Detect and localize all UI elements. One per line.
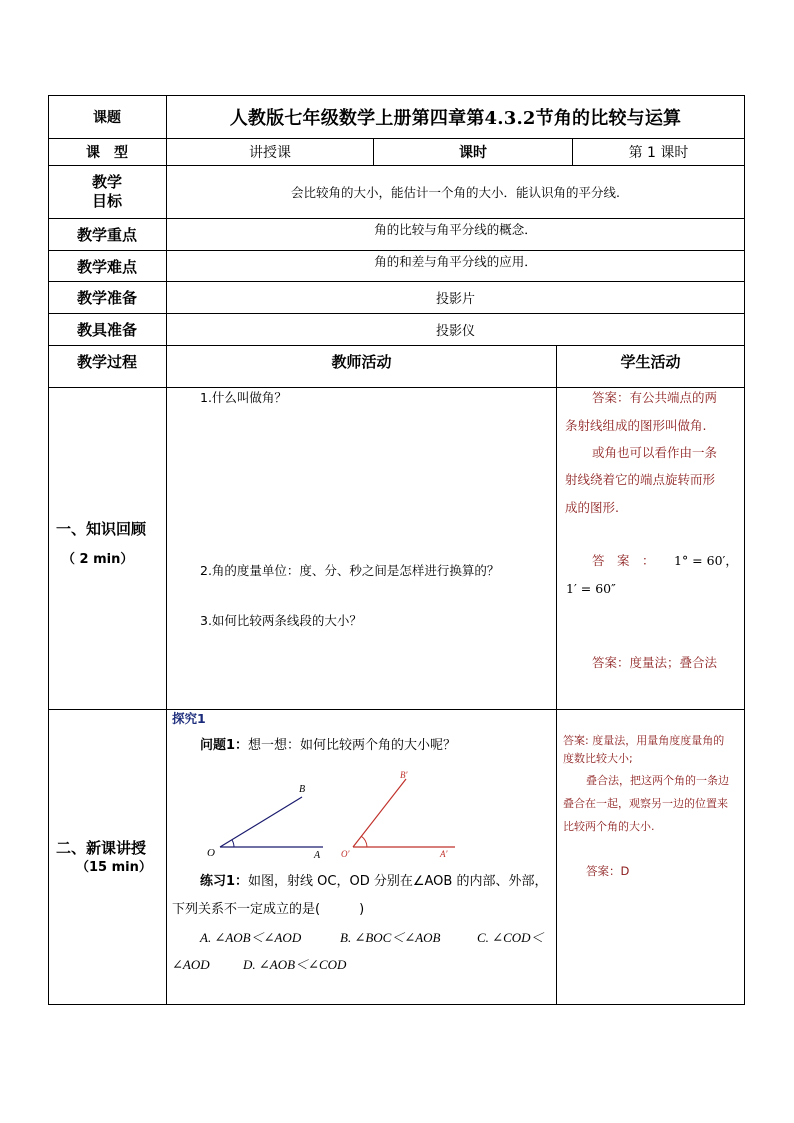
- label-Bprime: B′: [400, 770, 408, 780]
- review-answer-2-formula: 1′ = 60″: [566, 581, 616, 596]
- angle-arc-AOB: [232, 840, 234, 847]
- type-label: 课 型: [86, 145, 128, 161]
- section1-time: （ 2 min）: [62, 552, 134, 567]
- goal-label: 教学 目标: [91, 172, 122, 210]
- angle-arc-AprimeOprimeBprime: [361, 836, 367, 847]
- label-Oprime: O′: [341, 849, 350, 859]
- page-title: 人教版七年级数学上册第四章第4.3.2节角的比较与运算: [229, 108, 682, 129]
- review-answer-1: 条射线组成的图形叫做角.: [565, 418, 707, 433]
- table-border: [744, 95, 745, 1005]
- tool-label: 教具准备: [76, 321, 137, 339]
- title-label: 课题: [93, 110, 121, 126]
- tool-value: 投影仪: [435, 324, 475, 339]
- section1-label: 一、知识回顾: [56, 520, 147, 538]
- review-answer-2-formula: 1° = 60′，: [674, 553, 738, 568]
- prep-label: 教学准备: [76, 289, 137, 307]
- student-answer-d: 答案：D: [586, 864, 630, 878]
- student-answer-line: 度数比较大小;: [563, 752, 633, 765]
- review-question-3: 3.如何比较两条线段的大小？: [200, 613, 362, 628]
- table-border: [48, 387, 745, 388]
- option-a: A. ∠AOB＜∠AOD: [200, 930, 302, 945]
- review-question-1: 1.什么叫做角？: [200, 390, 287, 405]
- type-value: 讲授课: [249, 145, 291, 161]
- section2-time: （15 min）: [76, 860, 152, 875]
- label-A: A: [314, 850, 321, 861]
- period-value: 第 1 课时: [628, 145, 689, 161]
- problem-1: [200, 739, 456, 752]
- table-border: [48, 1004, 745, 1005]
- review-answer-2: 答 案 ：: [592, 553, 655, 568]
- hard-label: 教学难点: [76, 257, 137, 276]
- exercise-1-text-2: 下列关系不一定成立的是( ): [172, 902, 365, 917]
- review-answer-1: 答案：有公共端点的两: [592, 390, 718, 405]
- period-label: 课时: [459, 145, 487, 161]
- exercise-1: [200, 875, 547, 888]
- student-activity-header: 学生活动: [620, 353, 681, 371]
- prep-value: 投影片: [435, 292, 475, 307]
- goal-value: 会比较角的大小，能估计一个角的大小．能认识角的平分线.: [291, 185, 620, 200]
- problem-1-label: 问题1：: [200, 738, 249, 753]
- ray-OprimeBprime: [353, 779, 406, 847]
- section2-label: 二、新课讲授: [56, 839, 147, 857]
- review-answer-1: 或角也可以看作由一条: [592, 445, 718, 460]
- review-answer-1: 射线绕着它的端点旋转而形: [565, 472, 716, 487]
- process-label: 教学过程: [76, 353, 137, 371]
- explore-heading: 探究1: [172, 711, 206, 726]
- ray-OB: [220, 797, 302, 847]
- key-value: 角的比较与角平分线的概念．: [374, 222, 537, 237]
- problem-1-text: 想一想：如何比较两个角的大小呢？: [248, 738, 457, 753]
- student-answer-line: 答案: 度量法，用量角度度量角的: [563, 734, 725, 747]
- exercise-1-label: 练习1：: [200, 874, 249, 889]
- option-d: D. ∠AOB＜∠COD: [243, 957, 347, 972]
- label-O: O: [207, 847, 215, 859]
- table-border: [48, 709, 745, 710]
- teacher-activity-header: 教师活动: [331, 353, 392, 371]
- student-answer-line: 叠合在一起，观察另一边的位置来: [563, 797, 728, 810]
- review-question-2: 2.角的度量单位：度、分、秒之间是怎样进行换算的？: [200, 563, 500, 578]
- student-answer-line: 比较两个角的大小.: [563, 820, 655, 833]
- student-answer-line: 叠合法，把这两个角的一条边: [586, 774, 729, 787]
- review-answer-1: 成的图形.: [565, 500, 619, 515]
- hard-value: 角的和差与角平分线的应用．: [374, 254, 537, 269]
- key-label: 教学重点: [76, 226, 137, 244]
- review-answer-3: 答案：度量法；叠合法: [592, 655, 718, 670]
- exercise-1-text: 如图，射线 OC，OD 分别在∠AOB 的内部、外部，: [248, 874, 548, 889]
- option-b: B. ∠BOC＜∠AOB: [340, 930, 441, 945]
- angle-figure: [190, 770, 490, 870]
- label-B: B: [299, 784, 306, 795]
- label-Aprime: A′: [440, 849, 448, 859]
- option-c: C. ∠COD＜: [477, 930, 544, 945]
- table-border: [556, 345, 557, 1005]
- option-c-cont: ∠AOD: [172, 957, 210, 972]
